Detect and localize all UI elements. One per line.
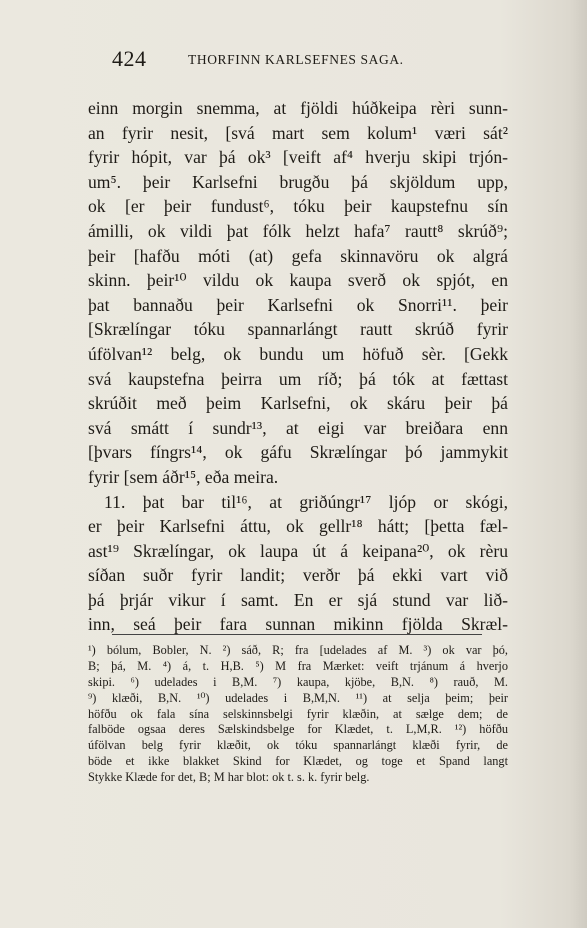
footnote-line: höfðu ok fala sína selskinnsbelgi fyrir klæðin, at sælge dem; de — [88, 706, 508, 721]
text-line: úfölvan¹² belg, ok bundu um höfuð sèr. [Gekk — [88, 343, 508, 364]
text-line: inn, seá þeir fara sunnan mikinn fjölda Skræl- — [88, 614, 508, 635]
text-line: er þeir Karlsefni áttu, ok gellr¹⁸ hátt; [þetta fæl- — [88, 516, 508, 537]
text-line: fyrir [sem áðr¹⁵, eða meira. — [88, 466, 279, 487]
text-line: þá þrjár vikur í samt. En er sjá stund var lið- — [88, 589, 508, 610]
footnote-line: ¹) bólum, Bobler, N. ²) sáð, R; fra [udelades af M. ³) ok var þó, — [88, 643, 508, 657]
text-line: [þvars fíngrs¹⁴, ok gáfu Skrælíngar þó jammykit — [88, 442, 508, 463]
footnote-divider — [112, 634, 482, 635]
text-line: ok [er þeir fundust⁶, tóku þeir kaupstefnu sín — [88, 196, 508, 217]
text-line: ámilli, ok vildi þat fólk helzt hafa⁷ rautt⁸ skrúð⁹; — [88, 220, 508, 241]
text-line: svá smátt í sundr¹³, at eigi var breiðara enn — [88, 417, 508, 438]
text-line: þat bannaðu þeir Karlsefni ok Snorri¹¹. þeir — [88, 294, 508, 315]
footnote-line: ⁹) klæði, B,N. ¹⁰) udelades i B,M,N. ¹¹) at selja þeim; þeir — [88, 690, 508, 705]
text-line: svá kaupstefna þeirra um ríð; þá tók at fættast — [88, 368, 508, 389]
text-line: einn morgin snemma, at fjöldi húðkeipa rèri sunn- — [88, 98, 508, 118]
text-line: [Skrælíngar tóku spannarlángt rautt skrúð fyrir — [88, 319, 508, 340]
footnote-line: úfölvan belg fyrir klæðit, ok tóku spannarlángt klæði fyrir, de — [88, 738, 508, 753]
footnote-line: B; þá, M. ⁴) á, t. H,B. ⁵) M fra Mærket: veift trjánum á hverjo — [88, 658, 508, 673]
text-line: síðan suðr fyrir landit; verðr þá ekki vart við — [88, 565, 508, 586]
footnotes — [88, 643, 508, 786]
footnote-line: falböde ogsaa deres Sælskindsbelge for Klædet, t. L,M,R. ¹²) höfðu — [88, 722, 508, 737]
page-header — [112, 46, 452, 76]
main-text — [88, 96, 508, 637]
running-title: THORFINN KARLSEFNES SAGA. — [188, 52, 404, 67]
footnote-line: Stykke Klæde for det, B; M har blot: ok t. s. k. fyrir belg. — [88, 770, 370, 785]
text-line: skinn. þeir¹⁰ vildu ok kaupa sverð ok spjót, en — [88, 270, 508, 291]
text-line-section-start: 11. þat bar til¹⁶, at griðúngr¹⁷ ljóp or skógi, — [104, 491, 508, 512]
text-line: skrúðit með þeim Karlsefni, ok skáru þeir þá — [88, 393, 508, 414]
text-line: fyrir hópit, var þá ok³ [veift af⁴ hverju skipi trjón- — [88, 147, 508, 168]
text-line: an fyrir nesit, [svá mart sem kolum¹ væri sát² — [88, 122, 508, 143]
page-number: 424 — [112, 46, 147, 71]
text-line: um⁵. þeir Karlsefni brugðu þá skjöldum upp, — [88, 171, 508, 192]
text-line: þeir [hafðu móti (at) gefa skinnavöru ok algrá — [88, 245, 508, 266]
footnote-line: skipi. ⁶) udelades i B,M. ⁷) kaupa, kjöbe, B,N. ⁸) rauð, M. — [88, 674, 508, 689]
text-line: ast¹⁹ Skrælíngar, ok laupa út á keipana²⁰, ok rèru — [88, 540, 508, 561]
footnote-line: böde et ikke blakket Skind for Klædet, og toge et Spand langt — [88, 754, 508, 769]
